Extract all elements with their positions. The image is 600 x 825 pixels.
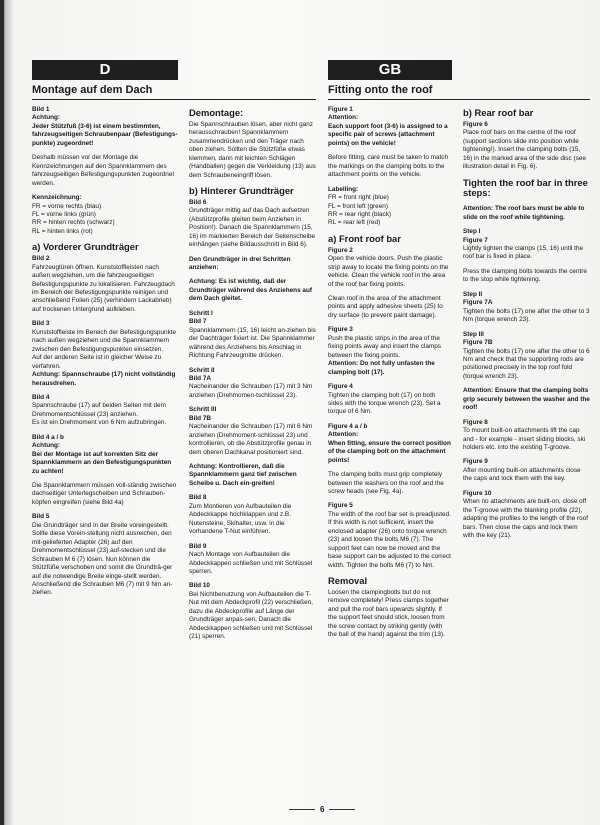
text-block [328, 502, 452, 570]
text-block [328, 106, 452, 148]
text-block [328, 423, 452, 465]
english-column-2 [463, 102, 590, 547]
body-text: The clamping bolts must grip completely between the washers on the roof and the screw heads (see Fig. 4a). [328, 471, 444, 496]
text-block [328, 383, 452, 417]
bold-line: Figure 4 [328, 383, 353, 391]
block-heading: Tighten the roof bar in three steps: [463, 176, 588, 199]
language-badge-de: D [32, 60, 178, 80]
block-heading: a) Front roof bar [328, 232, 401, 244]
page-number: 6 [284, 805, 360, 814]
bold-line: Bild 4 a / b [32, 433, 64, 441]
body-text: Press the clamping bolts towards the centre to the stop while tightening. [463, 267, 587, 284]
text-block [189, 406, 317, 457]
text-block [328, 186, 452, 228]
body-text: Nach Montage von Aufbauteilen die Abdeckkappen schließen und mit Schlüssel sperren. [189, 551, 313, 576]
german-column-1 [32, 10, 178, 604]
bold-line: Schritt III [189, 406, 217, 414]
text-block [32, 482, 178, 507]
bold-line: Figure 7B [463, 339, 493, 347]
text-block [32, 320, 178, 388]
body-text: FR = vorne rechts (blau) [32, 202, 102, 210]
body-text: Spannklammern (15, 16) leicht an-ziehen bis der Dachträger fixiert ist. Die Spannklammer während des Anziehens bis Anschlag in Richtung Fahrzeugmitte drücken. [189, 326, 316, 360]
body-text: Die Grundträger sind in der Breite voreingestellt. Sollte diese Vorein-stellung nicht ausreichen, den mit-gelieferten Adapter (26) auf den Drehmomentschlüssel (23) auf-stecken und die Schrauben M 6 (7) lösen. Nun können die Stützfüße verschoben und somit die Grundträ-ger auf die notwendige Breite einge-stellt werden. Anschließend die Schrauben M6 (7) mit 9 Nm an-ziehen. [32, 521, 173, 597]
text-block [328, 234, 452, 289]
text-block [189, 367, 317, 401]
bold-line: Achtung: Es ist wichtig, daß der Grundträger während des Anziehens auf dem Dach gleitet. [189, 278, 312, 303]
text-block [32, 394, 178, 428]
body-text: RL = rear left (red) [328, 219, 381, 227]
body-text: FL = vorne links (grün) [32, 210, 96, 218]
text-block [328, 295, 452, 320]
body-text: To mount built-on attachments lift the cap and - for example - insert sliding blocks, ski holders etc. into the existing T-groove. [463, 427, 586, 452]
bold-line: Bild 7B [189, 414, 212, 422]
text-block [463, 108, 590, 172]
text-block [189, 310, 317, 361]
bold-line: Bild 10 [189, 582, 210, 590]
bold-line: Bild 3 [32, 320, 50, 328]
block-heading: a) Vorderer Grundträger [32, 241, 139, 253]
text-block [463, 178, 590, 200]
bold-line: Bild 9 [189, 542, 207, 550]
section-title-de: Montage auf dem Dach [32, 80, 316, 100]
bold-line: Figure 7A [463, 299, 493, 307]
body-text: Spannschraube (17) auf beiden Seiten mit dem Drehmomentschlüssel (23) anziehen. [32, 402, 166, 418]
body-text: FR = front right (blue) [328, 194, 389, 202]
block-heading: b) Rear roof bar [463, 107, 534, 118]
bold-line: Bild 8 [189, 494, 207, 502]
text-block [328, 154, 452, 179]
body-text: Zum Montieren von Aufbauteilen die Abdeckkappe hochklappen und z.B. Nutensteine, Skihalter, usw. in die vorhandene T-Nut einführen. [189, 502, 292, 536]
english-text-1 [328, 106, 452, 640]
bold-line: When fitting, ensure the correct position of the clamping bolt on the attachment points! [328, 439, 451, 464]
bold-line: Jeder Stützfuß (3-6) ist einem bestimmten, fahrzeugseitigen Schraubenpaar (Befestigungs-punkte) zugeordnet! [32, 122, 178, 147]
text-block [328, 326, 452, 377]
bold-line: Figure 3 [328, 326, 353, 334]
bold-line: Attention: The roof bars must be able to slide on the roof while tightening. [463, 205, 585, 221]
binding-shadow [0, 0, 4, 825]
block-heading: b) Hinterer Grundträger [189, 184, 294, 196]
bold-line: Bild 1 [32, 106, 50, 113]
bold-line: Attention: [328, 431, 359, 439]
body-text: When no attachments are built-on, close off the T-groove with the blanking profile (22), adapting the profiles to the length of the roof bars. Then close the caps and lock them with the key (21). [463, 498, 589, 540]
bold-line: Figure 7 [463, 236, 488, 244]
bold-line: Labelling: [328, 185, 359, 193]
text-block [463, 387, 590, 412]
bold-line: Step I [463, 228, 481, 236]
body-text: RL = hinten links (rot) [32, 227, 93, 235]
body-text: RR = hinten rechts (schwarz) [32, 219, 115, 227]
bold-line: Each support foot (3-6) is assigned to a specific pair of screws (attachment points) on the vehicle! [328, 122, 448, 147]
bold-line: Kennzeichnung: [32, 194, 82, 202]
bold-line: Bild 6 [189, 198, 207, 206]
body-text: Deshalb müssen vor der Montage die Kennzeichnungen auf den Spannklammern des fahrzeugseitigen Befestigungspunkten zugeordnet werden. [32, 154, 175, 187]
text-block [463, 331, 590, 382]
bold-line: Bild 2 [32, 255, 50, 263]
bold-line: Bild 5 [32, 513, 50, 521]
body-text: Tighten the clamping bolt (17) on both sides with the torque wrench (23). Set a torque of 6 Nm. [328, 391, 441, 416]
body-text: Lightly tighten the clamps (15, 16) until the roof bar is fixed in place. [463, 244, 584, 261]
bold-line: Bei der Montage ist auf korrekten Sitz der Spannklammern an den Befestigungspunkten zu achten! [32, 450, 172, 475]
text-block [463, 291, 590, 325]
body-text: Tighten the bolts (17) one after the other to 3 Nm (torque wrench 23). [463, 307, 590, 324]
body-text: Nacheinander die Schrauben (17) mit 6 Nm anziehen (Drehmoment-schlüssel 23) und kontrollieren, ob die Abstützprofile genau in dem oberen Dachkanal positioniert sind. [189, 423, 313, 456]
german-column-2 [189, 102, 317, 648]
manual-page [14, 10, 590, 815]
bold-line: Schritt II [189, 366, 215, 374]
bold-line: Step II [463, 290, 483, 298]
text-block [328, 576, 452, 640]
text-block [32, 106, 178, 148]
bold-line: Schritt I [189, 309, 213, 317]
text-block [32, 194, 178, 236]
text-block [189, 256, 317, 273]
body-text: Fahrzeugtüren öffnen. Kunststoffleisten nach außen wegziehen, um die fahrzeugseitigen Befestigungspunkte zu lokalisieren. Fahrzeugdach im Bereich der Befestigungspunkte reinigen und anschließend Folien (25) (verhindern Lackabrieb) auf trockenen Untergrund aufkleben. [32, 263, 175, 313]
text-block [189, 278, 317, 303]
english-column-1 [328, 10, 452, 646]
bold-line: Achtung: Kontrollieren, daß die Spannklammern ganz tief zwischen Scheibe u. Dach ein-greifen! [189, 463, 297, 487]
text-block [189, 582, 317, 641]
bold-line: Step III [463, 330, 484, 338]
bold-line: Attention: Ensure that the clamping bolts grip securely between the washer and the roof! [463, 387, 590, 412]
body-text: Loosen the clampingbolts but do not remove completely! Press clamps together and pull the roof bars upwards slightly. If the support feet should stick, loosen from the screw contact by striking gently (with the ball of the hand) against the trim (13). [328, 588, 449, 639]
text-block [32, 513, 178, 598]
text-block [463, 228, 590, 262]
text-block [32, 154, 178, 188]
text-block [328, 471, 452, 496]
body-text: Place roof bars on the centre of the roof (support sections slide into position while tightening!). Insert the clamping bolts (15, 16) in the marked area of the side disc (see illustration detail in Fig. 6). [463, 129, 586, 171]
bold-line: Achtung: Spannschraube (17) nicht vollständig herausdrehen. [32, 371, 176, 387]
text-block [463, 490, 590, 541]
bold-line: Figure 6 [463, 120, 488, 128]
german-text-1 [32, 106, 178, 598]
body-text: Before fitting, care must be taken to match the markings on the clamping bolts to the attachment points on the vehicle. [328, 154, 449, 179]
bold-line: Figure 1 [328, 106, 353, 113]
block-heading: Removal [328, 575, 368, 587]
body-text: The width of the roof bar set is preadjusted. If this width is not sufficient, insert the enclosed adapter (26) onto torque wrench (23) and loosen the bolts M6 (7). The support feet can now be moved and the base support can be adjusted to the correct width. Tighten the bolts M6 (7) to Nm. [328, 510, 451, 569]
body-text: Es ist ein Drehmoment von 6 Nm aufzubringen. [32, 419, 167, 427]
body-text: Bei Nichtbenutzung von Aufbauteilen die T-Nut mit dem Abdeckprofil (22) verschließen, dazu die Abdeckprofile auf Länge der Grundträger anpas-sen, Danach die Abdeckkappen schließen und mit Schlüssel (21) sperren. [189, 590, 313, 641]
body-text: FL = front left (green) [328, 202, 388, 210]
bold-line: Bild 4 [32, 393, 50, 401]
body-text: Tighten the bolts (17) one after the other to 6 Nm and check that the supporting rods are positioned precisely in the top roof fold (torque wrench 23). [463, 347, 590, 380]
bold-line: Den Grundträger in drei Schritten anziehen: [189, 255, 291, 271]
text-block [463, 205, 590, 222]
body-text: After mounting built-on attachments close the caps and lock them with the key. [463, 466, 581, 483]
body-text: Kunststoffleiste im Bereich der Befestigungspunkte nach außen wegziehen und die Spannklammern zwischen den Befestigungspunkten einsetzen. [32, 328, 177, 353]
section-title-gb: Fitting onto the roof [328, 80, 590, 100]
text-block [32, 434, 178, 476]
language-badge-gb: GB [328, 60, 452, 80]
bold-line: Figure 2 [328, 246, 353, 254]
bold-line: Figure 9 [463, 458, 488, 466]
bold-line: Achtung: [32, 442, 61, 450]
text-block [189, 494, 317, 536]
text-block [189, 543, 317, 577]
body-text: RR = rear right (black) [328, 210, 392, 218]
text-block [32, 242, 178, 314]
body-text: Auf der anderen Seite ist in gleicher Weise zu verfahren. [32, 354, 162, 370]
body-text: Clean roof in the area of the attachment points and apply adhesive sheets (25) to dry surface (to prevent paint damage). [328, 294, 443, 319]
body-text: Grundträger mittig auf das Dach aufsetzen (Abstützprofile gleiten beim Anziehen in Position!). Danach die Spannklammern (15, 16) im markierten Bereich der Seitenscheibe einhängen (siehe Bildausschnitt in Bild 6). [189, 207, 316, 249]
bold-line: Figure 4 a / b [328, 422, 368, 430]
body-text: Push the plastic strips in the area of the fixing points away and insert the clamps between the fixing points. [328, 334, 441, 359]
bold-line: Bild 7A [189, 374, 212, 382]
body-text: Die Spannklammern müssen voll-ständig zwischen dachseitiger Unterlegscheiben und Schrauben-köpfen eingreifen (siehe Bild 4a) [32, 482, 177, 506]
bold-line: Bild 7 [189, 318, 207, 326]
bold-line: Figure 8 [463, 418, 488, 426]
body-text: Nacheinander die Schrauben (17) mit 3 Nm anziehen (Drehmomen-tschlüssel 23). [189, 383, 313, 399]
bold-line: Figure 10 [463, 489, 492, 497]
text-block [463, 268, 590, 285]
bold-line: Achtung: [32, 114, 61, 122]
bold-line: Figure 5 [328, 502, 353, 510]
body-text: Open the vehicle doors. Push the plastic strip away to locate the fixing points on the vehicle. Clean the vehicle roof in the area of the roof bar fixing points. [328, 255, 449, 288]
text-block [189, 108, 317, 180]
text-block [463, 458, 590, 483]
german-text-2 [189, 108, 317, 642]
block-heading: Demontage: [189, 107, 244, 118]
text-block [189, 186, 317, 250]
english-text-2 [463, 108, 590, 541]
bold-line: Attention: Do not fully unfasten the clamping bolt (17). [328, 360, 435, 376]
text-block [189, 463, 317, 488]
body-text: Die Spannschrauben lösen, aber nicht ganz herausschrauben! Spannklammern zusammendrücken und den Träger nach oben ziehen. Sollten die Stützfüße etwas klemmen, dann mit leichten Schlägen (Handballen) gegen die Verkleidung (13) aus dem Schraubeneingriff lösen. [189, 120, 316, 179]
text-block [463, 419, 590, 453]
bold-line: Attention: [328, 114, 359, 122]
